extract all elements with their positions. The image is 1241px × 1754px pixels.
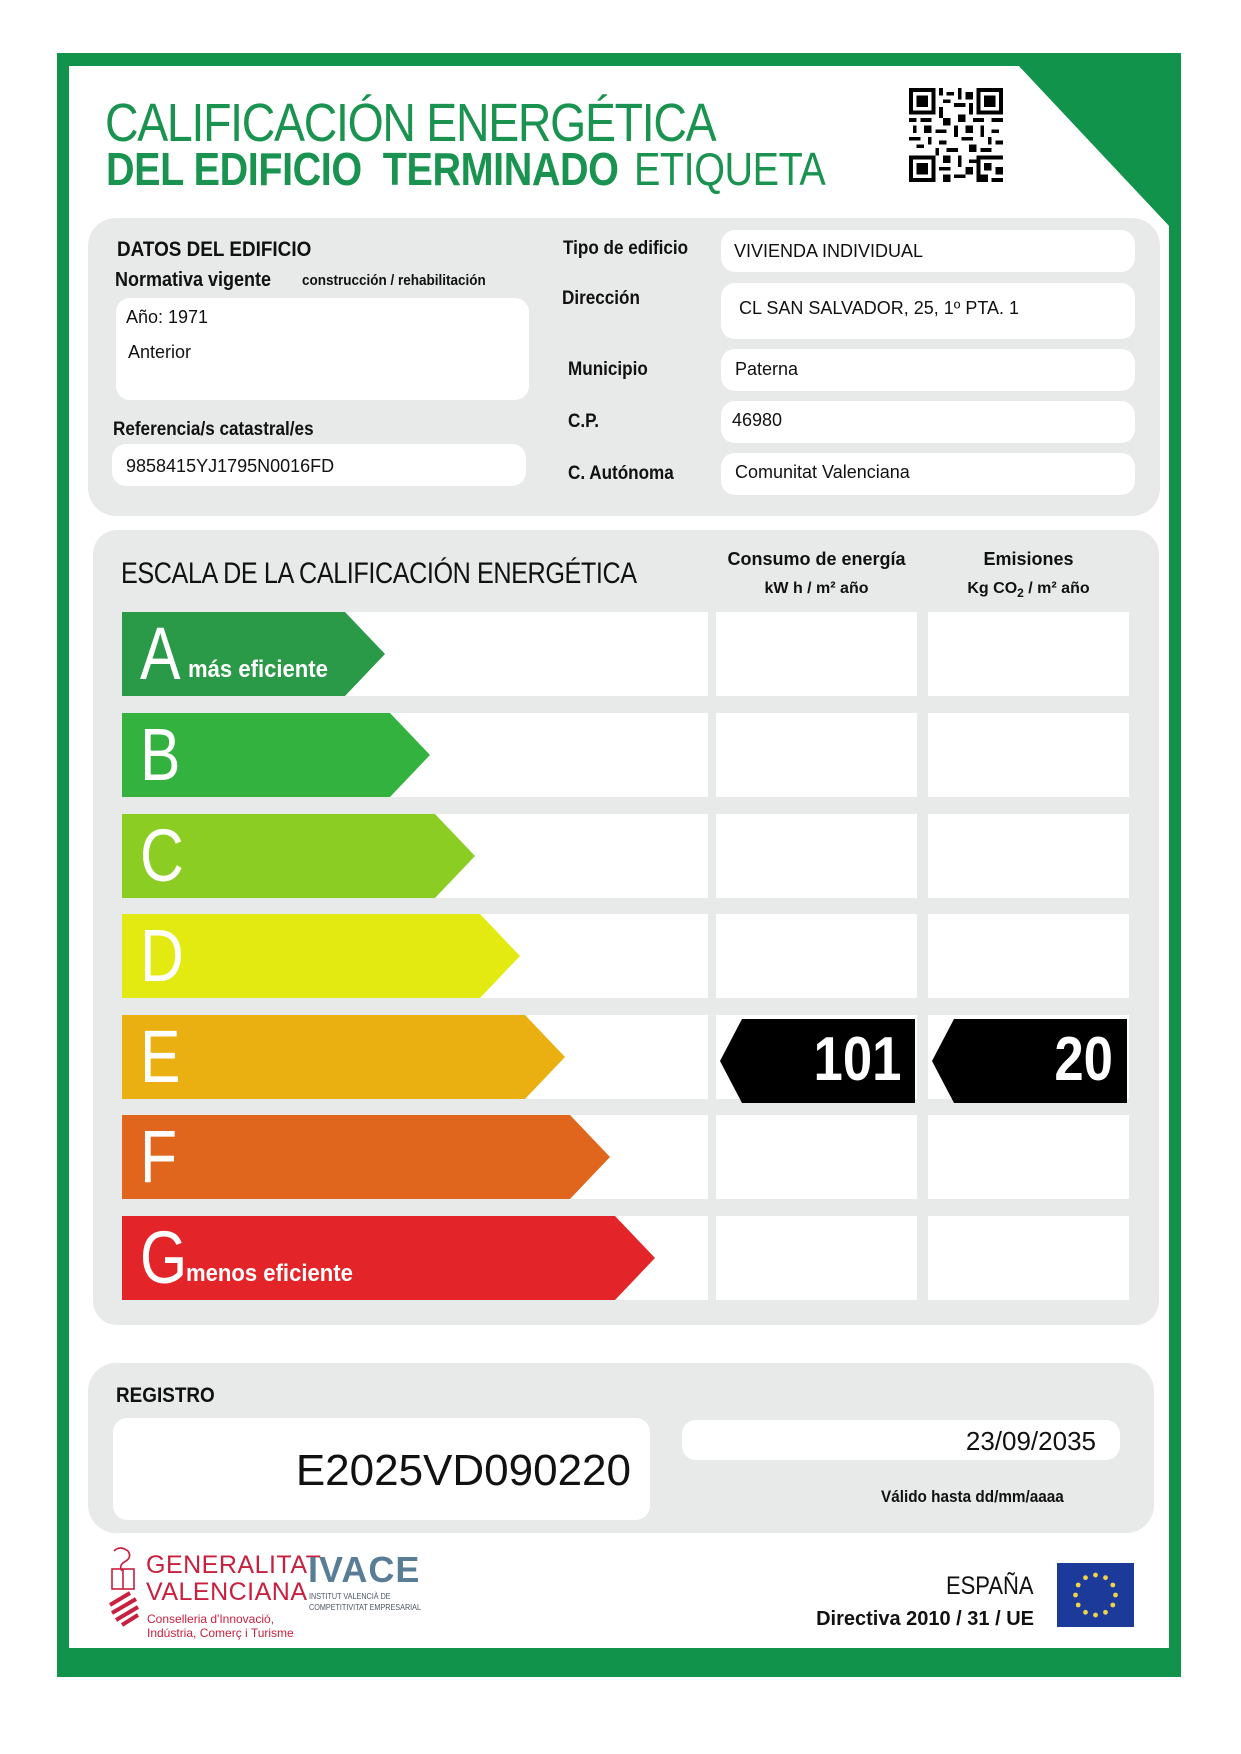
emisiones-cell-b	[928, 713, 1129, 797]
consumo-cell-g	[716, 1216, 917, 1300]
normativa-value: Anterior	[128, 342, 192, 362]
consumo-value: 101	[813, 1025, 901, 1094]
emisiones-unit-pre: Kg CO	[967, 580, 1018, 597]
rating-bar-a	[122, 612, 385, 696]
ivace-sub-1: INSTITUT VALENCIÀ DE	[309, 1591, 391, 1601]
rating-bar-f	[122, 1115, 610, 1199]
generalitat-line-1: GENERALITAT	[146, 1551, 322, 1579]
consumo-cell-a	[716, 612, 917, 696]
emisiones-unit	[928, 574, 1129, 608]
consumo-title: Consumo de energía	[727, 549, 906, 569]
rating-letter: G	[140, 1216, 188, 1299]
qr-code-icon[interactable]	[909, 88, 1003, 182]
ivace-logo: IVACE	[308, 1549, 421, 1590]
directive-label: Directiva 2010 / 31 / UE	[816, 1608, 1034, 1630]
rating-letter: F	[140, 1115, 178, 1198]
emisiones-cell-c	[928, 814, 1129, 898]
rating-letter: E	[140, 1015, 181, 1098]
scale-title: ESCALA DE LA CALIFICACIÓN ENERGÉTICA	[121, 557, 637, 590]
consumo-unit: kW h / m² año	[764, 580, 869, 597]
title-line-1: CALIFICACIÓN ENERGÉTICA	[105, 93, 716, 153]
rating-bar-c	[122, 814, 475, 898]
consumo-cell-f	[716, 1115, 917, 1199]
field-label-municipio: Municipio	[568, 359, 648, 380]
registro-label: REGISTRO	[116, 1384, 215, 1407]
consumo-cell-b	[716, 713, 917, 797]
building-section-title: DATOS DEL EDIFICIO	[117, 238, 312, 261]
consumo-cell-d	[716, 914, 917, 998]
rating-sublabel: más eficiente	[188, 656, 328, 683]
generalitat-line-2: VALENCIANA	[146, 1578, 308, 1606]
ivace-sub-2: COMPETITIVITAT EMPRESARIAL	[309, 1602, 422, 1612]
title-line-2	[106, 143, 826, 195]
rating-sublabel: menos eficiente	[186, 1260, 353, 1287]
rating-bar-b	[122, 713, 430, 797]
valid-date-label: Válido hasta dd/mm/aaaa	[881, 1487, 1064, 1506]
generalitat-sub-2: Indústria, Comerç i Turisme	[147, 1626, 294, 1640]
eu-flag-icon	[1057, 1563, 1134, 1627]
title-etiqueta: ETIQUETA	[633, 143, 826, 195]
consumo-header	[716, 545, 917, 603]
ivace-sub	[309, 1591, 421, 1613]
field-label-direccion: Dirección	[562, 288, 640, 309]
generalitat-sub-1: Conselleria d'Innovació,	[147, 1612, 275, 1626]
field-label-tipo: Tipo de edificio	[563, 238, 689, 259]
rating-bar-d	[122, 914, 520, 998]
rating-letter: D	[140, 914, 184, 997]
year-value: Año: 1971	[126, 307, 209, 327]
field-value-autonoma: Comunitat Valenciana	[735, 462, 910, 482]
normativa-sublabel: construcción / rehabilitación	[302, 272, 486, 289]
consumo-cell-c	[716, 814, 917, 898]
rating-letter: C	[140, 814, 184, 897]
rating-letter: B	[140, 713, 181, 796]
registro-number: E2025VD090220	[295, 1446, 631, 1495]
field-label-autonoma: C. Autónoma	[568, 463, 674, 484]
normativa-label: Normativa vigente	[115, 269, 272, 291]
field-box-cp	[721, 401, 1135, 443]
emisiones-value-marker	[932, 1019, 1127, 1103]
emisiones-unit-post: / m² año	[1023, 580, 1090, 597]
field-value-municipio: Paterna	[735, 359, 799, 379]
corner-triangle	[1017, 64, 1171, 228]
emisiones-unit-sub: 2	[1017, 586, 1024, 601]
rating-bar-g	[122, 1216, 655, 1300]
catastro-label: Referencia/s catastral/es	[113, 419, 314, 440]
emisiones-title: Emisiones	[983, 549, 1074, 569]
field-value-tipo: VIVIENDA INDIVIDUAL	[734, 241, 924, 261]
field-value-direccion: CL SAN SALVADOR, 25, 1º PTA. 1	[739, 298, 1020, 318]
rating-letter: A	[140, 612, 181, 695]
emisiones-cell-d	[928, 914, 1129, 998]
country-label: ESPAÑA	[946, 1572, 1034, 1600]
generalitat-sub	[147, 1612, 294, 1640]
field-label-cp: C.P.	[568, 411, 600, 432]
emisiones-cell-f	[928, 1115, 1129, 1199]
title-bold: DEL EDIFICIO TERMINADO	[106, 143, 619, 195]
emisiones-cell-a	[928, 612, 1129, 696]
emisiones-header	[928, 545, 1129, 608]
emisiones-value: 20	[1054, 1025, 1113, 1094]
valid-date-value: 23/09/2035	[965, 1426, 1096, 1456]
consumo-value-marker	[720, 1019, 915, 1103]
field-value-cp: 46980	[732, 410, 783, 430]
generalitat-shield-icon	[108, 1545, 142, 1627]
catastro-value: 9858415YJ1795N0016FD	[126, 456, 335, 476]
rating-bar-e	[122, 1015, 565, 1099]
emisiones-cell-g	[928, 1216, 1129, 1300]
